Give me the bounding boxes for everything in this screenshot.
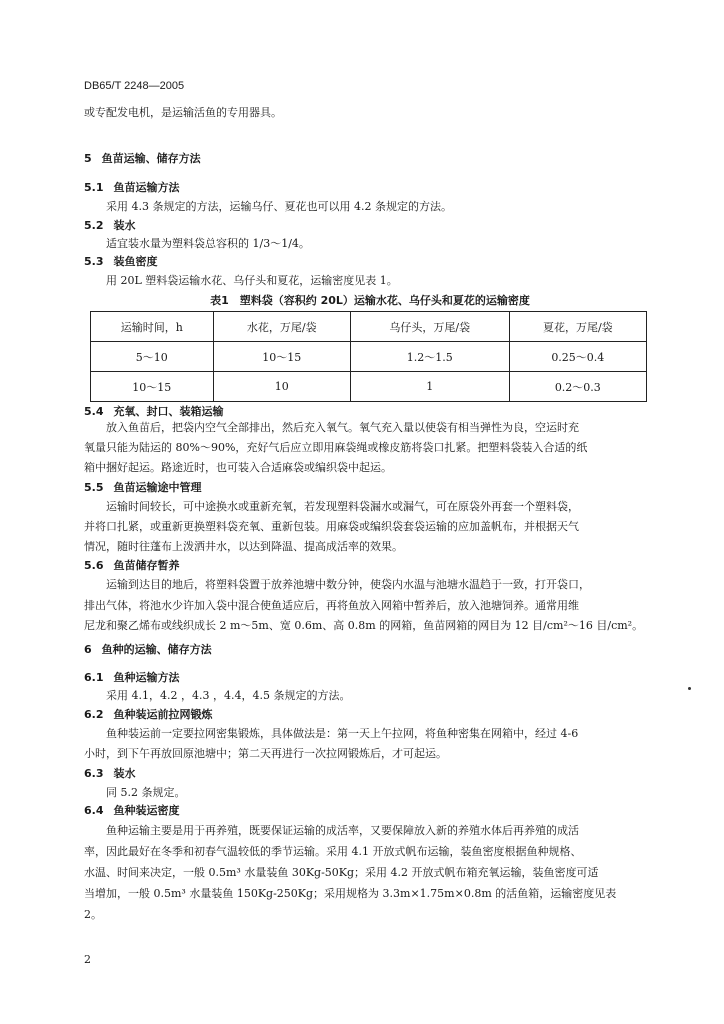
paragraph-line: 率，因此最好在冬季和初春气温较低的季节运输。采用 4.1 开放式帆布运输，装鱼密度根据鱼种规格、	[84, 845, 582, 858]
section-5-4-heading	[84, 405, 224, 419]
section-5-2-heading	[84, 219, 136, 233]
paragraph-line: 放入鱼苗后，把袋内空气全部排出，然后充入氧气。氧气充入量以使袋有相当弹性为良，空运时充	[106, 421, 579, 434]
table-cell: 1	[350, 372, 509, 402]
paragraph-line: 水温、时间来决定，一般 0.5m³ 水量装鱼 30Kg-50Kg；采用 4.2 开放式帆布箱充氧运输，装鱼密度可适	[84, 866, 599, 879]
section-title: 鱼种的运输、储存方法	[101, 643, 212, 656]
section-number: 5.1	[84, 181, 104, 194]
paragraph-line: 当增加，一般 0.5m³ 水量装鱼 150Kg-250Kg；采用规格为 3.3m×1.75m×0.8m 的活鱼箱，运输密度见表	[84, 887, 617, 900]
section-5-3-heading	[84, 255, 158, 269]
paragraph-line: 小时，到下午再放回原池塘中；第二天再进行一次拉网锻炼后，才可起运。	[84, 747, 447, 760]
page-number: 2	[84, 953, 91, 966]
section-number: 6.1	[84, 671, 104, 684]
paragraph-line: 排出气体，将池水少许加入袋中混合使鱼适应后，再将鱼放入网箱中暂养后，放入池塘饲养。通常用维	[84, 599, 579, 612]
table-header-cell: 乌仔头，万尾/袋	[350, 312, 509, 342]
table-cell: 1.2～1.5	[350, 342, 509, 372]
section-5-6-heading	[84, 559, 180, 573]
intro-line: 或专配发电机，是运输活鱼的专用器具。	[84, 106, 282, 119]
paragraph-line: 氧量只能为陆运的 80%～90%，充好气后应立即用麻袋绳或橡皮筋将袋口扎紧。把塑料袋装入合适的纸	[84, 441, 588, 454]
section-number: 5.3	[84, 255, 104, 268]
section-5-3-text: 用 20L 塑料袋运输水花、乌仔头和夏花，运输密度见表 1。	[106, 274, 398, 287]
section-6-1-text: 采用 4.1，4.2 ，4.3 ，4.4，4.5 条规定的方法。	[106, 689, 351, 702]
section-5-heading	[84, 152, 201, 166]
section-title: 充氧、封口、装箱运输	[113, 405, 224, 418]
table-cell: 10～15	[91, 372, 214, 402]
paragraph-line: 情况，随时往蓬布上泼洒井水，以达到降温、提高成活率的效果。	[84, 540, 403, 553]
section-number: 5.6	[84, 559, 104, 572]
paragraph-line: 并将口扎紧，或重新更换塑料袋充氧、重新包装。用麻袋或编织袋套袋运输的应加盖帆布，并根据天气	[84, 520, 579, 533]
section-number: 6.3	[84, 767, 104, 780]
table-row	[91, 342, 647, 372]
table-cell: 0.25～0.4	[509, 342, 646, 372]
scan-speck	[688, 687, 691, 690]
section-6-3-text: 同 5.2 条规定。	[106, 786, 186, 799]
section-5-2-text: 适宜装水量为塑料袋总容积的 1/3～1/4。	[106, 237, 310, 250]
section-title: 装鱼密度	[113, 255, 158, 268]
paragraph-line: 运输到达目的地后，将塑料袋置于放养池塘中数分钟，使袋内水温与池塘水温趋于一致，打开袋口，	[106, 578, 590, 591]
paragraph-line: 2。	[84, 908, 102, 921]
paragraph-line: 鱼种运输主要是用于再养殖，既要保证运输的成活率，又要保障放入新的养殖水体后再养殖的成活	[106, 824, 579, 837]
paragraph-line: 鱼种装运前一定要拉网密集锻炼，具体做法是：第一天上午拉网，将鱼种密集在网箱中，经过 4-6	[106, 727, 579, 740]
section-number: 5.5	[84, 481, 104, 494]
doc-code: DB65/T 2248—2005	[84, 80, 185, 92]
paragraph-line: 箱中捆好起运。路途近时，也可装入合适麻袋或编织袋中起运。	[84, 461, 392, 474]
table-1	[90, 311, 647, 402]
paragraph-line: 尼龙和聚乙烯布或线织成长 2 m～5m、宽 0.6m、高 0.8m 的网箱，鱼苗网箱的网目为 12 目/cm²～16 目/cm²。	[84, 619, 644, 632]
section-number: 5.4	[84, 405, 104, 418]
section-5-5-heading	[84, 481, 202, 495]
section-5-1-text: 采用 4.3 条规定的方法，运输乌仔、夏花也可以用 4.2 条规定的方法。	[106, 200, 452, 213]
section-number: 6.4	[84, 804, 104, 817]
section-number: 5.2	[84, 219, 104, 232]
section-title: 鱼苗运输途中管理	[113, 481, 202, 494]
section-number: 5	[84, 152, 92, 165]
section-title: 鱼苗储存暂养	[113, 559, 180, 572]
table-cell: 5～10	[91, 342, 214, 372]
section-6-1-heading	[84, 671, 180, 685]
section-title: 鱼种装运密度	[113, 804, 180, 817]
table-1-caption: 表1 塑料袋（容积约 20L）运输水花、乌仔头和夏花的运输密度	[210, 294, 530, 307]
section-title: 装水	[113, 219, 136, 232]
section-title: 装水	[113, 767, 136, 780]
table-header-cell: 运输时间，h	[91, 312, 214, 342]
table-header-row	[91, 312, 647, 342]
paragraph-line: 运输时间较长，可中途换水或重新充氧，若发现塑料袋漏水或漏气，可在原袋外再套一个塑料袋，	[106, 500, 579, 513]
section-6-2-heading	[84, 708, 213, 722]
section-number: 6.2	[84, 708, 104, 721]
table-header-cell: 水花，万尾/袋	[213, 312, 350, 342]
section-title: 鱼苗运输方法	[113, 181, 180, 194]
section-number: 6	[84, 643, 92, 656]
section-title: 鱼苗运输、储存方法	[101, 152, 201, 165]
section-5-1-heading	[84, 181, 180, 195]
section-6-4-heading	[84, 804, 180, 818]
table-cell: 0.2～0.3	[509, 372, 646, 402]
table-cell: 10～15	[213, 342, 350, 372]
table-cell: 10	[213, 372, 350, 402]
section-title: 鱼种装运前拉网锻炼	[113, 708, 213, 721]
section-title: 鱼种运输方法	[113, 671, 180, 684]
section-6-3-heading	[84, 767, 136, 781]
section-6-heading	[84, 643, 212, 657]
table-header-cell: 夏花，万尾/袋	[509, 312, 646, 342]
table-row	[91, 372, 647, 402]
